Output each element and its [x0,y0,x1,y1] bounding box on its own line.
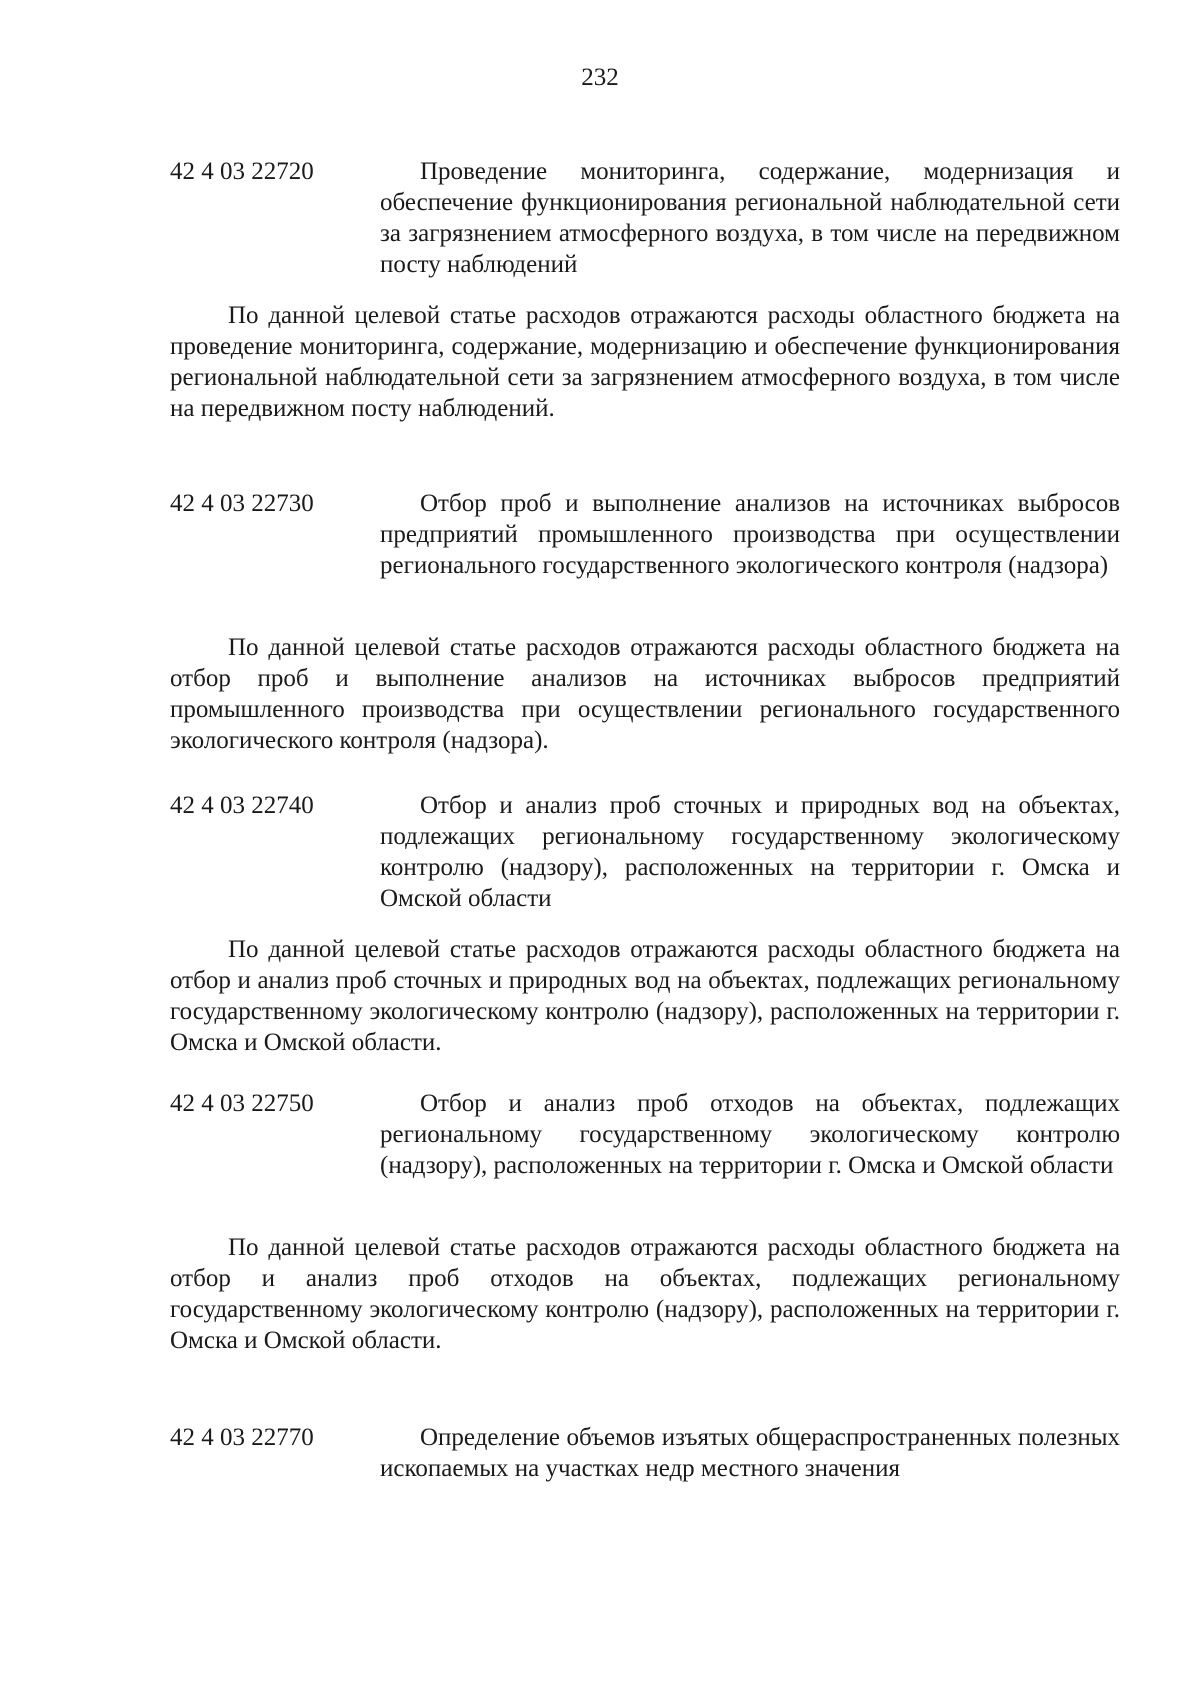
item-title: Определение объемов изъятых общераспространенных полезных ископаемых на участках недр местного значения [380,1424,1120,1482]
item-title: Отбор и анализ проб сточных и природных вод на объектах, подлежащих региональному государственному экологическому контролю (надзору), расположенных на территории г. Омска и Омской области [380,792,1120,912]
item-code: 42 4 03 22730 [170,490,314,517]
item-title: Отбор и анализ проб отходов на объектах, подлежащих региональному государственному экологическому контролю (надзору), расположенных на территории г. Омска и Омской области [380,1090,1120,1179]
item-description: По данной целевой статье расходов отражаются расходы областного бюджета на отбор проб и выполнение анализов на источниках выбросов предприятий промышленного производства при осуществлении регионального государственного экологического контроля (надзора). [170,634,1120,754]
budget-item-22750 [170,1088,1120,1181]
budget-item-22770 [170,1422,1120,1484]
item-title: Проведение мониторинга, содержание, модернизация и обеспечение функционирования региональной наблюдательной сети за загрязнением атмосферного воздуха, в том числе на передвижном посту наблюдений [380,158,1120,278]
item-code: 42 4 03 22720 [170,158,314,185]
budget-item-22730 [170,488,1120,581]
budget-item-22720 [170,156,1120,280]
item-code: 42 4 03 22740 [170,792,314,819]
item-title: Отбор проб и выполнение анализов на источниках выбросов предприятий промышленного производства при осуществлении регионального государственного экологического контроля (надзора) [380,490,1120,579]
item-description: По данной целевой статье расходов отражаются расходы областного бюджета на отбор и анализ проб сточных и природных вод на объектах, подлежащих региональному государственному экологическому контролю (надзору), расположенных на территории г. Омска и Омской области. [170,936,1120,1056]
item-code: 42 4 03 22750 [170,1090,314,1117]
item-description: По данной целевой статье расходов отражаются расходы областного бюджета на проведение мониторинга, содержание, модернизацию и обеспечение функционирования региональной наблюдательной сети за загрязнением атмосферного воздуха, в том числе на передвижном посту наблюдений. [170,302,1120,422]
page-number: 232 [581,64,619,91]
budget-item-22740 [170,790,1120,914]
item-description: По данной целевой статье расходов отражаются расходы областного бюджета на отбор и анализ проб отходов на объектах, подлежащих региональному государственному экологическому контролю (надзору), расположенных на территории г. Омска и Омской области. [170,1234,1120,1354]
item-code: 42 4 03 22770 [170,1424,314,1451]
